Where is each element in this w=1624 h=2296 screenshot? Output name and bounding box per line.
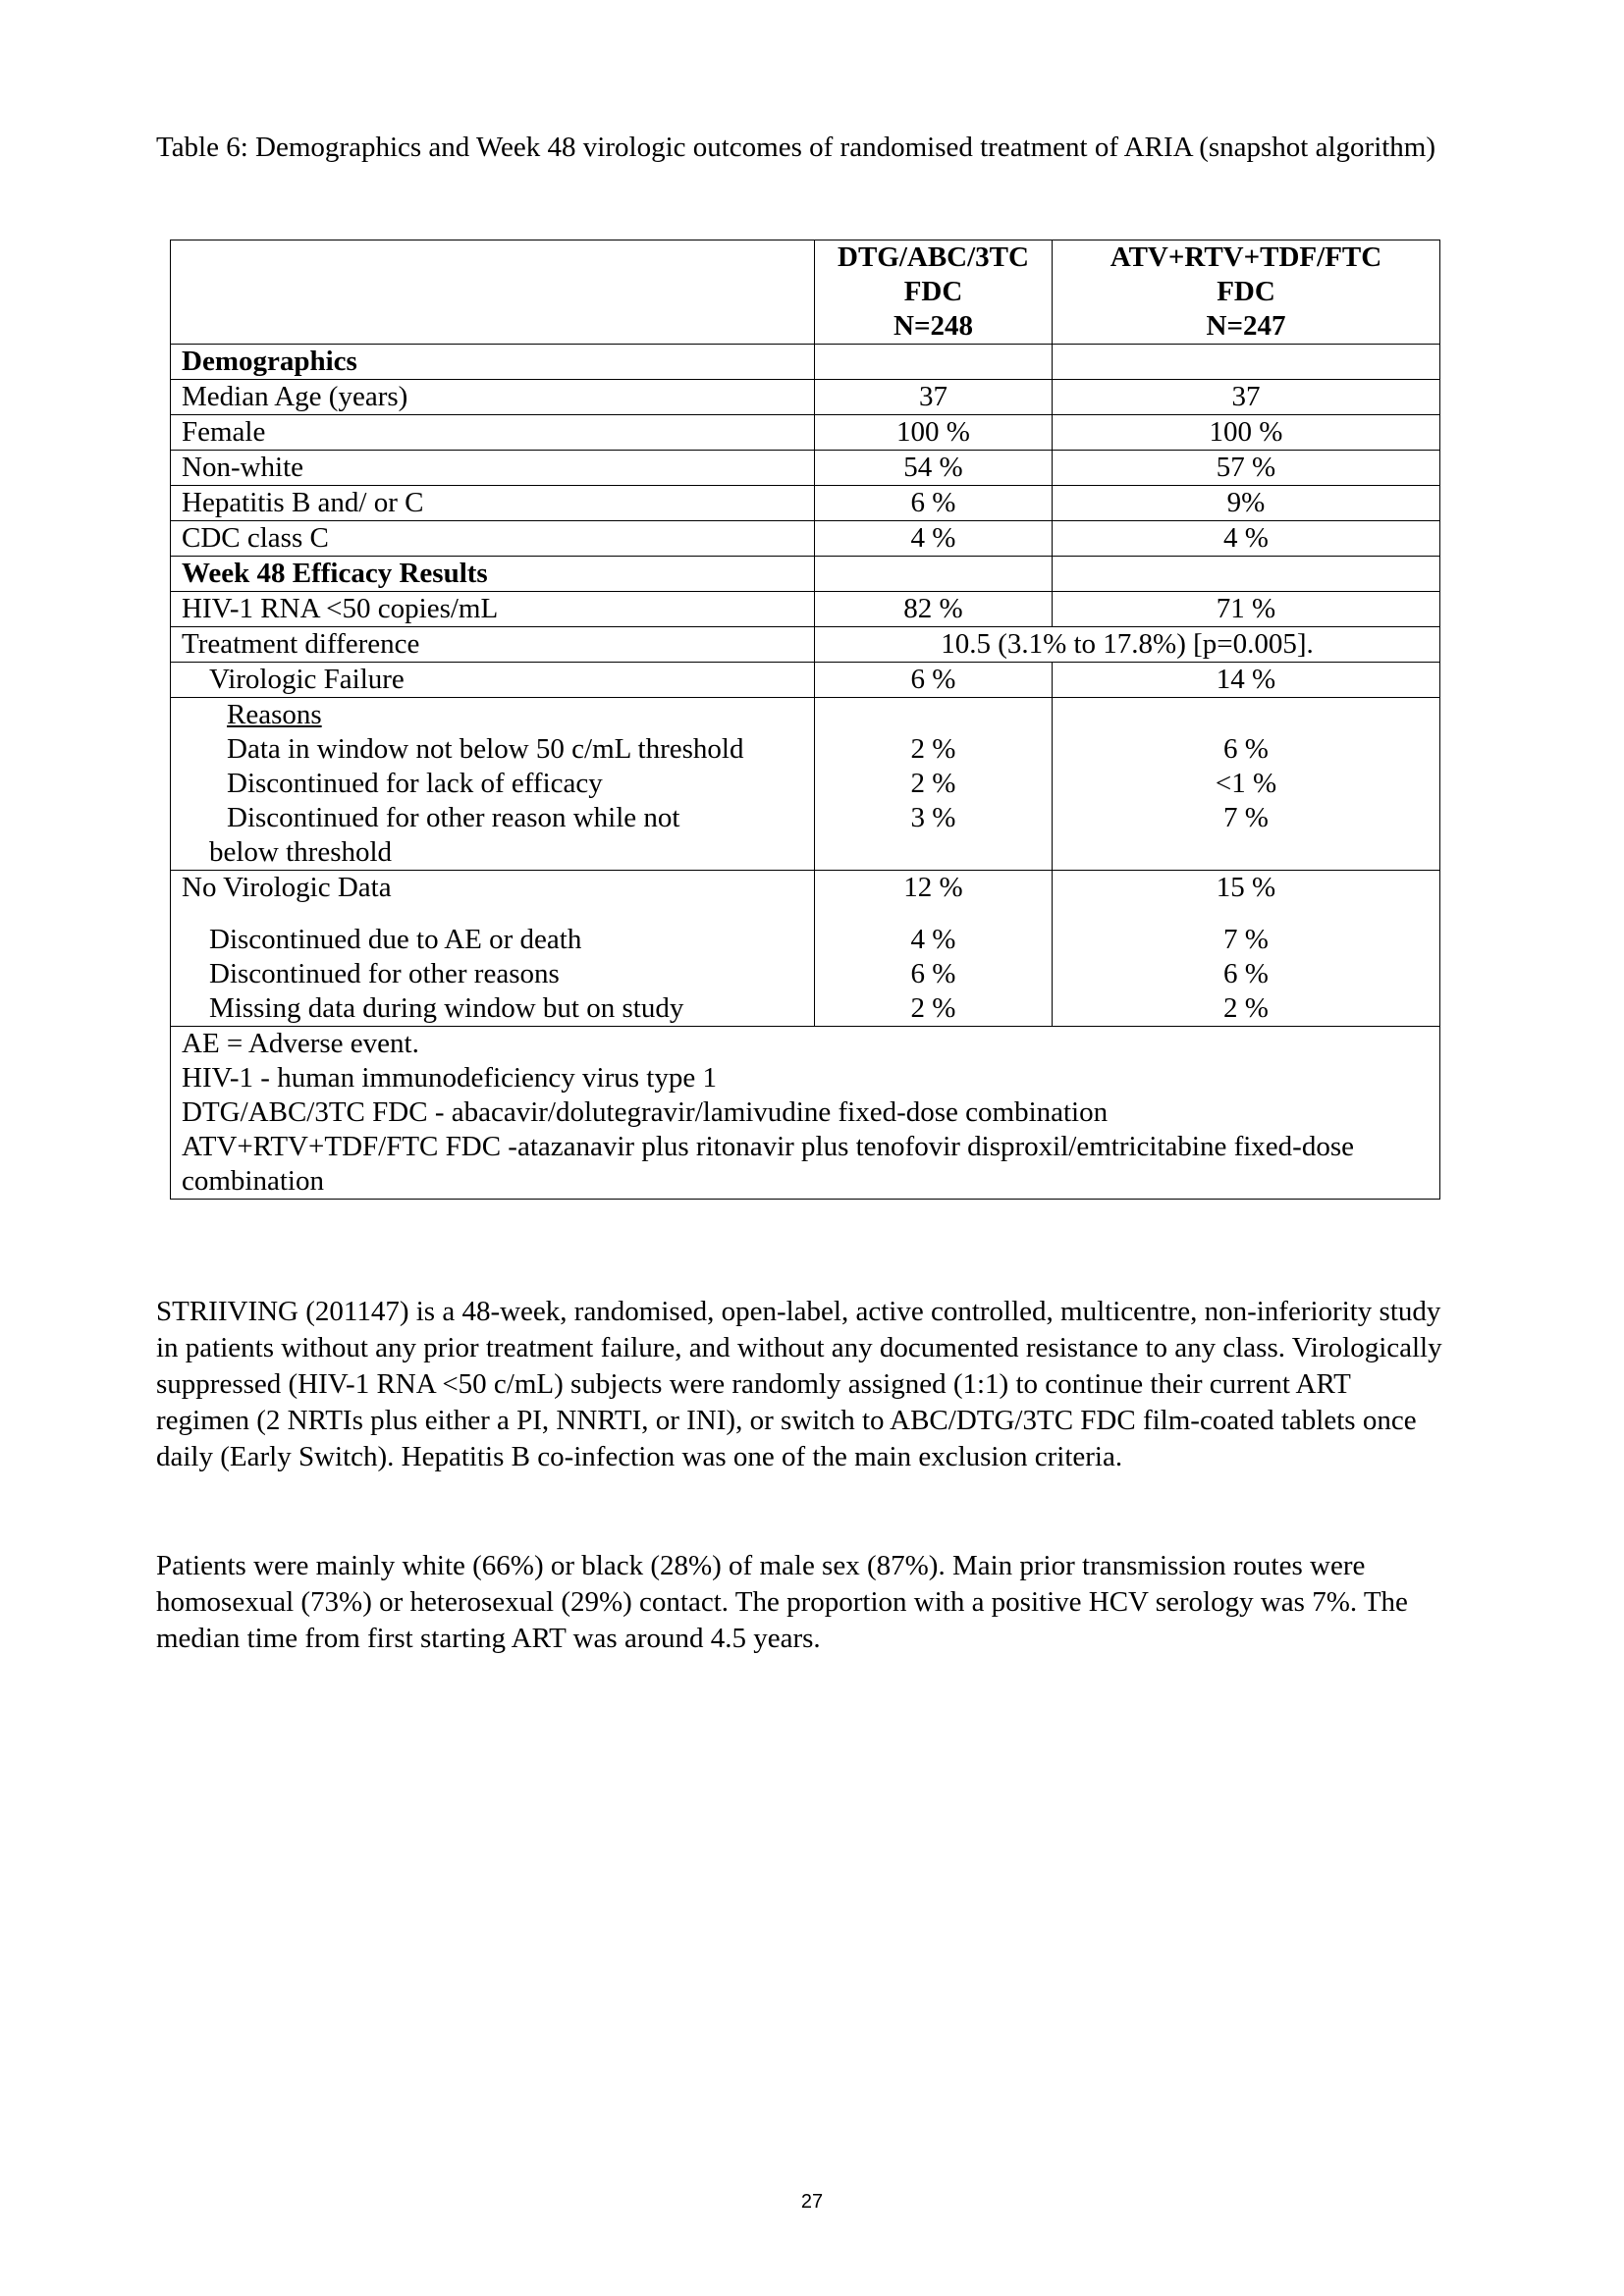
footnote: DTG/ABC/3TC FDC - abacavir/dolutegravir/lamivudine fixed-dose combination (182, 1096, 1109, 1128)
table-row: Hepatitis B and/ or C 6 % 9% (171, 486, 1440, 521)
footnotes-row (171, 1027, 1440, 1200)
no-virologic-data-row: No Virologic Data Discontinued due to AE or death Discontinued for other reasons Missing data during window but on study 12 % 4 % 6 % 2 % 15 % 7 % 6 % 2 % (171, 871, 1440, 1027)
treatment-difference-row: Treatment difference 10.5 (3.1% to 17.8%) [p=0.005]. (171, 627, 1440, 663)
header-empty-cell (171, 240, 815, 345)
reasons-row: Reasons Data in window not below 50 c/mL threshold Discontinued for lack of efficacy Discontinued for other reason while not below threshold 2 % 2 % 3 % 6 % <1 % 7 % (171, 698, 1440, 871)
page-number: 27 (800, 2191, 824, 2213)
table-row: HIV-1 RNA <50 copies/mL 82 % 71 % (171, 592, 1440, 627)
table-row: Non-white 54 % 57 % (171, 451, 1440, 486)
footnote: AE = Adverse event. (182, 1028, 419, 1059)
footnote: HIV-1 - human immunodeficiency virus type 1 (182, 1062, 717, 1094)
table-row: CDC class C 4 % 4 % (171, 521, 1440, 557)
table-row: Median Age (years) 37 37 (171, 380, 1440, 415)
table-caption: Table 6: Demographics and Week 48 virologic outcomes of randomised treatment of ARIA (snapshot algorithm) (156, 132, 1436, 163)
table-header-row (171, 240, 1440, 345)
section-demographics: Demographics (171, 345, 1440, 380)
outcomes-table (170, 240, 1440, 1200)
table-row: Virologic Failure 6 % 14 % (171, 663, 1440, 698)
footnote: ATV+RTV+TDF/FTC FDC -atazanavir plus ritonavir plus tenofovir disproxil/emtricitabine fixed-dose combination (182, 1131, 1354, 1197)
paragraph-patients: Patients were mainly white (66%) or black (28%) of male sex (87%). Main prior transmission routes were homosexual (73%) or heterosexual (29%) contact. The proportion with a positive HCV serology was 7%. The median time from first starting ART was around 4.5 years. (156, 1550, 1408, 1654)
header-atv: ATV+RTV+TDF/FTC FDC N=247 (1053, 240, 1440, 345)
paragraph-striiving: STRIIVING (201147) is a 48-week, randomised, open-label, active controlled, multicentre, non-inferiority study in patients without any prior treatment failure, and without any documented resistance to any class. Virologically suppressed (HIV-1 RNA <50 c/mL) subjects were randomly assigned (1:1) to continue their current ART regimen (2 NRTIs plus either a PI, NNRTI, or INI), or switch to ABC/DTG/3TC FDC film-coated tablets once daily (Early Switch). Hepatitis B co-infection was one of the main exclusion criteria. (156, 1296, 1442, 1472)
section-efficacy: Week 48 Efficacy Results (171, 557, 1440, 592)
table-row: Female 100 % 100 % (171, 415, 1440, 451)
header-dtg: DTG/ABC/3TC FDC N=248 (815, 240, 1053, 345)
